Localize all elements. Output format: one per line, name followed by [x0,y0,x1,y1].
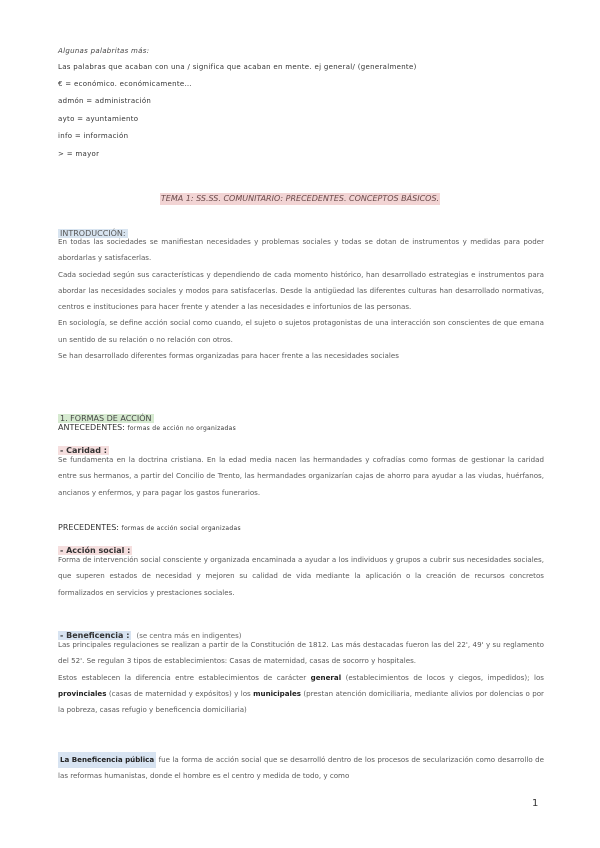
intro-paragraph: Cada sociedad según sus características y dependiendo de cada momento histórico, han desarrollado estrategias e instrumentos para abordar las necesidades sociales y modos para satisfacerlas. Desde la antigüedad las diferentes culturas han desarrollado normativas, centros e instituciones para hacer frente y atender a las necesidades e infortunios de las personas. [58,269,544,312]
general-term: general [310,672,342,682]
beneficencia-note: (se centra más en indigentes) [136,632,242,640]
accion-social-text: Forma de intervención social consciente y organizada encaminada a ayudar a los individuos y grupos a cubrir sus necesidades sociales, que superen estados de necesidad y mejoren su calidad de vida mediante la aplicación o la creación de recursos concretos formalizados en servicios y prestaciones sociales. [58,555,544,597]
municipales-term: municipales [253,688,302,698]
page-title: TEMA 1: SS.SS. COMUNITARIO: PRECEDENTES. CONCEPTOS BÁSICOS. [160,194,440,203]
page-number: 1 [532,798,539,809]
notes-heading: Algunas palabritas más: [58,47,150,55]
antecedentes-sub: formas de acción no organizadas [127,425,237,432]
provinciales-term: provinciales [58,688,107,698]
intro-paragraph: En sociología, se define acción social como cuando, el sujeto o sujetos protagonistas de una interacción son conscientes de que emana un sentido de su relación o no relación con otros. [58,318,544,344]
caridad-body [58,452,544,501]
note-line: admón = administración [58,97,152,105]
note-line: ayto = ayuntamiento [58,115,139,123]
accion-body [58,552,544,601]
antecedentes-row [58,422,544,435]
intro-paragraph: Se han desarrollado diferentes formas organizadas para hacer frente a las necesidades sociales [58,351,399,361]
beneficencia-paragraph: Las principales regulaciones se realizan a partir de la Constitución de 1812. Las más destacadas fueron las del 22', 49' y su reglamento del 52'. Se regulan 3 tipos de establecimientos: Casas de maternidad, casas de socorro y hospitales. [58,640,544,666]
formas-heading: 1. FORMAS DE ACCIÓN [60,414,152,423]
intro-heading: INTRODUCCIÓN: [60,229,126,238]
beneficencia-paragraph: Estos establecen la diferencia entre establecimientos de carácter general (establecimientos de locos y ciegos, impedidos); los provinciales (casas de maternidad y expósitos) y los municipales (prestan atención domiciliaria, mediante alivios por dolencias o por la pobreza, casas refugio y beneficencia domiciliaria) [58,672,544,715]
precedentes-row [58,522,544,535]
intro-body [58,234,544,364]
beneficencia-body [58,637,544,718]
note-line: € = económico. económicamente… [58,80,192,88]
publica-body [58,752,544,785]
note-line: Las palabras que acaban con una / significa que acaban en mente. ej general/ (generalmente) [58,63,417,71]
caridad-text: Se fundamenta en la doctrina cristiana. En la edad media nacen las hermandades y cofradías como formas de gestionar la caridad entre sus hermanos, a partir del Concilio de Trento, las hermandades organizarían cajas de ahorro para ayudar a las viudas, huérfanos, ancianos y enfermos, y para pagar los gastos funerarios. [58,455,544,497]
beneficencia-publica-label: La Beneficencia pública [58,752,156,768]
precedentes-label: PRECEDENTES: [58,523,119,532]
intro-paragraph: En todas las sociedades se manifiestan necesidades y problemas sociales y todas se dotan de instrumentos y medidas para poder abordarlas y satisfacerlas. [58,237,544,263]
precedentes-sub: formas de acción social organizadas [121,525,241,532]
note-line: > = mayor [58,150,100,158]
antecedentes-label: ANTECEDENTES: [58,423,125,432]
note-line: info = información [58,132,129,140]
caridad-label: - Caridad : [60,446,107,455]
beneficencia-label: - Beneficencia : [60,631,130,640]
beneficencia-publica-text: La Beneficencia pública fue la forma de acción social que se desarrolló dentro de los procesos de secularización como desarrollo de las reformas humanistas, donde el hombre es el centro y medida de todo, y como [58,752,544,785]
accion-social-label: - Acción social : [60,546,131,555]
